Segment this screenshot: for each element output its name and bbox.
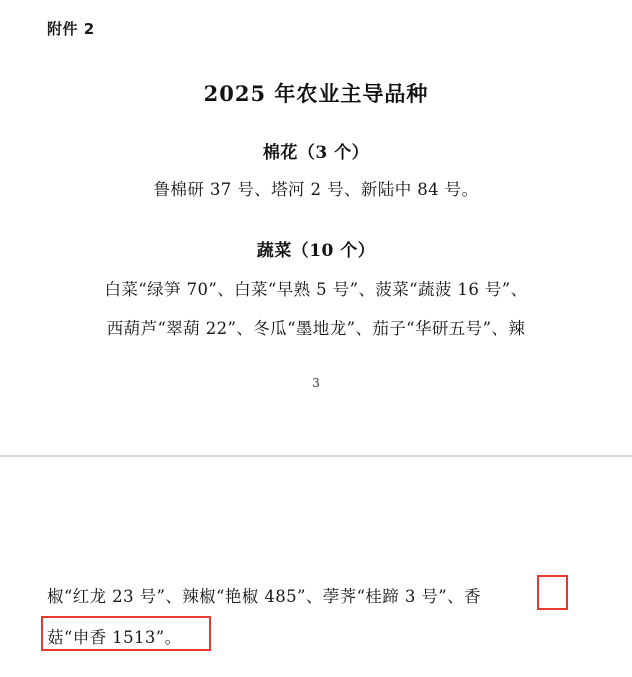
section-vegetable-heading (0, 236, 632, 261)
cotton-varieties-line: 鲁棉研 37 号、塔河 2 号、新陆中 84 号。 (153, 180, 479, 199)
continuation-line-1: 椒“红龙 23 号”、辣椒“艳椒 485”、荸荠“桂蹄 3 号”、香 (47, 587, 481, 606)
section-vegetable-body-line-1 (0, 276, 632, 300)
section-heading-cotton: 棉花（3 个） (262, 143, 370, 163)
section-heading-vegetable: 蔬菜（10 个） (256, 241, 376, 261)
page-number: 3 (312, 376, 320, 390)
continuation-line-2: 菇“申香 1513”。 (47, 628, 182, 647)
vegetable-varieties-line-2: 西葫芦“翠葫 22”、冬瓜“墨地龙”、茄子“华研五号”、辣 (106, 319, 526, 338)
section-cotton-body (0, 176, 632, 200)
attachment-label: 附件 2 (47, 20, 95, 38)
vegetable-varieties-line-1: 白菜“绿笋 70”、白菜“早熟 5 号”、菠菜“蔬菠 16 号”、 (104, 280, 528, 299)
highlight-box-xiang (537, 575, 568, 610)
section-cotton-heading (0, 138, 632, 163)
section-vegetable-body-line-2 (0, 315, 632, 339)
page-title: 2025 年农业主导品种 (203, 81, 429, 106)
page-bottom-section (0, 457, 632, 677)
